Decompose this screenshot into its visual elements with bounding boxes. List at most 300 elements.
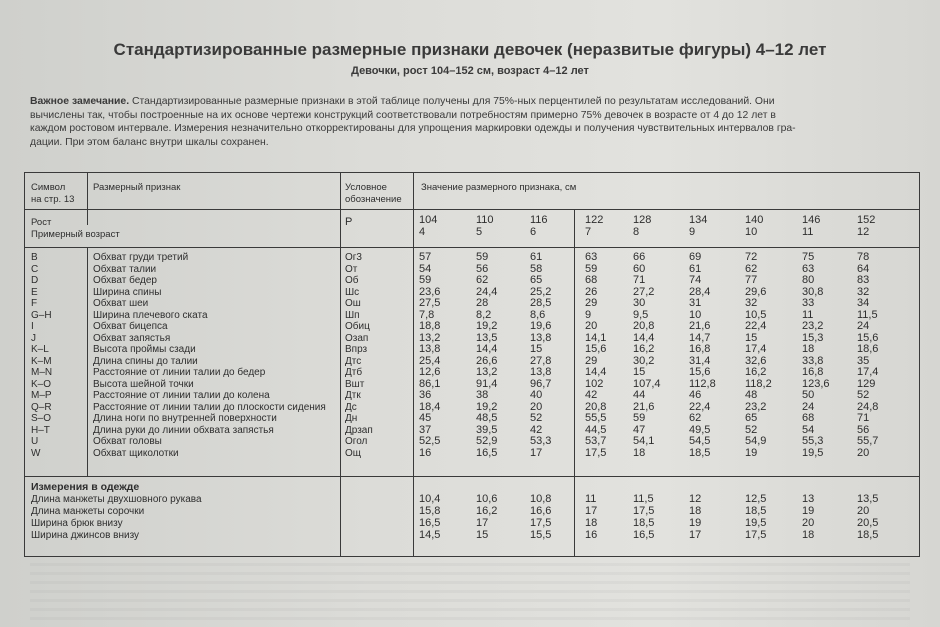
row-value: 44 — [633, 389, 646, 401]
row-value: 17 — [530, 446, 543, 459]
row-value: 68 — [585, 274, 598, 286]
page-title: Стандартизированные размерные признаки девочек (неразвитые фигуры) 4–12 лет — [113, 40, 827, 59]
row-value: 17,4 — [857, 366, 879, 378]
row-value: 46 — [689, 389, 702, 401]
row-value: 24 — [802, 400, 815, 413]
garment-row-value: 11 — [585, 493, 597, 505]
header-symbol — [31, 182, 74, 205]
row-value: 19,2 — [476, 320, 498, 332]
header-value: Значение размерного признака, см — [421, 182, 577, 193]
header-feature: Размерный признак — [93, 182, 181, 193]
row-value: 27,5 — [419, 297, 441, 309]
header-symbol-line2: на стр. 13 — [31, 193, 75, 205]
row-designation: Обиц — [345, 321, 370, 332]
row-value: 42 — [585, 389, 598, 401]
row-feature-name: Длина ноги по внутренней поверхности — [93, 413, 277, 424]
row-value: 13,8 — [419, 343, 441, 355]
row-value: 29 — [585, 354, 598, 367]
row-value: 118,2 — [745, 377, 772, 390]
row-value: 44,5 — [585, 423, 607, 436]
row-symbol: M–N — [31, 367, 53, 378]
row-value: 52 — [857, 389, 870, 401]
row-value: 50 — [802, 389, 815, 401]
header-designation — [345, 182, 402, 205]
row-value: 18 — [802, 343, 815, 355]
garment-row-value: 20 — [802, 517, 815, 529]
height-value: 152 — [857, 214, 876, 226]
row-value: 62 — [689, 412, 702, 424]
garment-row-value: 17 — [689, 529, 702, 541]
row-value: 13,2 — [419, 331, 441, 344]
row-designation: Дтк — [345, 390, 361, 401]
row-symbol: H–T — [31, 424, 50, 436]
row-value: 54,5 — [689, 435, 711, 447]
age-value: 8 — [633, 226, 640, 238]
row-value: 10,5 — [745, 308, 767, 321]
row-value: 53,7 — [585, 435, 607, 447]
row-designation: Шп — [345, 309, 360, 321]
garment-row-value: 17,5 — [530, 517, 552, 529]
row-value: 22,4 — [689, 400, 711, 413]
garment-row-name: Ширина брюк внизу — [31, 518, 123, 529]
height-value: 116 — [530, 214, 548, 226]
row-value: 18,5 — [689, 446, 711, 459]
height-value: 110 — [476, 214, 494, 226]
row-value: 23,2 — [802, 320, 824, 332]
row-symbol: K–O — [31, 378, 52, 390]
faded-background-text — [30, 563, 910, 623]
height-value: 134 — [689, 214, 708, 226]
garment-row-value: 12 — [689, 493, 702, 505]
age-value: 7 — [585, 226, 592, 238]
garment-row-value: 17 — [476, 517, 489, 529]
height-symbol: Р — [345, 216, 353, 228]
page-subtitle: Девочки, рост 104–152 см, возраст 4–12 лет — [351, 65, 589, 77]
row-value: 10 — [689, 308, 702, 321]
garment-row-value: 20 — [857, 505, 870, 517]
garment-row-value: 16,6 — [530, 505, 552, 517]
row-value: 52 — [530, 412, 543, 424]
row-value: 55,3 — [802, 435, 824, 447]
row-value: 11 — [802, 308, 814, 321]
row-value: 14,4 — [585, 366, 607, 378]
row-feature-name: Высота проймы сзади — [93, 344, 196, 355]
row-value: 23,6 — [419, 285, 441, 298]
garment-row-value: 16 — [585, 529, 598, 541]
row-designation: Впрз — [345, 344, 368, 355]
row-value: 71 — [857, 412, 870, 424]
row-value: 20 — [530, 400, 543, 413]
row-value: 68 — [802, 412, 815, 424]
divider — [574, 209, 575, 556]
garment-row-value: 11,5 — [633, 493, 654, 505]
row-value: 59 — [476, 251, 489, 263]
row-value: 18,4 — [419, 400, 441, 413]
row-value: 15,6 — [585, 343, 607, 355]
divider — [413, 209, 919, 210]
row-feature-name: Обхват шеи — [93, 298, 149, 309]
row-value: 54 — [419, 262, 432, 275]
row-value: 24,8 — [857, 400, 879, 413]
row-value: 54,1 — [633, 435, 655, 447]
row-designation: Дтс — [345, 355, 362, 367]
header-designation-line1: Условное — [345, 182, 387, 193]
divider — [340, 173, 341, 556]
row-value: 18,6 — [857, 343, 879, 355]
divider — [413, 173, 414, 556]
note-line: дации. При этом баланс внутри шкалы сохранен. — [30, 136, 269, 148]
row-value: 15 — [745, 331, 758, 344]
row-designation: Ог3 — [345, 252, 362, 263]
row-value: 14,4 — [633, 331, 655, 344]
height-value: 146 — [802, 214, 821, 226]
row-feature-name: Обхват головы — [93, 436, 162, 447]
height-value: 140 — [745, 214, 764, 226]
row-value: 32,6 — [745, 354, 767, 367]
garment-row-value: 18 — [802, 529, 815, 541]
age-value: 9 — [689, 226, 696, 238]
garment-row-name: Ширина джинсов внизу — [31, 530, 140, 541]
row-symbol: J — [31, 332, 36, 344]
row-value: 52 — [745, 423, 758, 436]
row-value: 22,4 — [745, 320, 767, 332]
row-designation: От — [345, 263, 358, 275]
row-value: 96,7 — [530, 377, 552, 390]
row-value: 9 — [585, 308, 592, 321]
row-feature-name: Расстояние от линии талии до колена — [93, 390, 270, 401]
row-value: 56 — [857, 423, 870, 436]
row-value: 32 — [745, 297, 758, 309]
row-value: 47 — [633, 423, 646, 436]
row-value: 74 — [689, 274, 702, 286]
row-value: 65 — [530, 274, 543, 286]
row-feature-name: Длина руки до линии обхвата запястья — [93, 424, 274, 436]
row-value: 34 — [857, 297, 870, 309]
row-symbol: W — [31, 447, 41, 459]
row-symbol: F — [31, 298, 38, 309]
row-value: 30,2 — [633, 354, 655, 367]
age-value: 12 — [857, 226, 870, 238]
row-value: 26 — [585, 285, 598, 298]
row-symbol: I — [31, 321, 34, 332]
row-feature-name: Высота шейной точки — [93, 378, 194, 390]
garment-row-value: 20,5 — [857, 517, 879, 529]
row-value: 54,9 — [745, 435, 767, 447]
row-value: 30 — [633, 297, 646, 309]
row-feature-name: Длина спины до талии — [93, 355, 198, 367]
garment-row-value: 17,5 — [633, 505, 655, 517]
row-value: 91,4 — [476, 377, 498, 390]
note-line: вычислены так, чтобы построенные на их основе чертежи конструкций соответствовали потребностям примерно 75% девочек в возрасте от 4 до 12 лет в — [30, 109, 776, 121]
row-value: 28,5 — [530, 297, 552, 309]
row-value: 8,6 — [530, 308, 546, 321]
row-value: 29,6 — [745, 285, 767, 298]
row-value: 55,5 — [585, 412, 607, 424]
row-value: 83 — [857, 274, 870, 286]
row-value: 71 — [633, 274, 646, 286]
row-value: 129 — [857, 377, 876, 390]
note-line: Стандартизированные размерные признаки в этой таблице получены для 75%-ных перцентилей по результатам исследований. Они — [129, 96, 775, 107]
row-value: 30,8 — [802, 285, 824, 298]
row-value: 11,5 — [857, 308, 878, 321]
row-value: 25,4 — [419, 354, 441, 367]
row-value: 32 — [857, 285, 870, 298]
row-value: 56 — [476, 262, 489, 275]
row-feature-name: Обхват бицепса — [93, 321, 168, 332]
important-note — [30, 95, 915, 149]
row-value: 58 — [530, 262, 543, 275]
row-value: 12,6 — [419, 366, 441, 378]
row-feature-name: Расстояние от линии талии до плоскости сидения — [93, 401, 326, 413]
row-feature-name: Обхват запястья — [93, 332, 171, 344]
row-value: 45 — [419, 412, 432, 424]
garment-row-value: 19 — [689, 517, 702, 529]
row-value: 13,2 — [476, 366, 498, 378]
row-value: 102 — [585, 377, 604, 390]
row-symbol: B — [31, 252, 38, 263]
row-value: 15 — [633, 366, 646, 378]
garment-row-value: 15,5 — [530, 529, 552, 541]
row-value: 16,8 — [689, 343, 711, 355]
row-value: 29 — [585, 297, 598, 309]
row-value: 33,8 — [802, 354, 824, 367]
row-feature-name: Обхват бедер — [93, 275, 157, 286]
row-value: 9,5 — [633, 308, 649, 321]
row-designation: Озап — [345, 332, 369, 344]
row-designation: Ощ — [345, 447, 362, 459]
row-value: 20 — [857, 446, 870, 459]
row-designation: Вшт — [345, 378, 365, 390]
row-value: 60 — [633, 262, 646, 275]
row-value: 15,6 — [857, 331, 879, 344]
row-value: 25,2 — [530, 285, 552, 298]
row-value: 48,5 — [476, 412, 498, 424]
row-symbol: U — [31, 436, 39, 447]
row-symbol: K–L — [31, 344, 49, 355]
divider — [25, 476, 919, 477]
row-value: 53,3 — [530, 435, 552, 447]
row-value: 69 — [689, 251, 702, 263]
row-value: 19,2 — [476, 400, 498, 413]
row-feature-name: Обхват щиколотки — [93, 447, 179, 459]
row-feature-name: Обхват талии — [93, 263, 157, 275]
row-value: 14,7 — [689, 331, 711, 344]
height-value: 104 — [419, 214, 438, 226]
row-value: 64 — [857, 262, 870, 275]
row-value: 15,3 — [802, 331, 824, 344]
row-value: 35 — [857, 354, 870, 367]
row-feature-name: Обхват груди третий — [93, 252, 189, 263]
garment-row-value: 18,5 — [857, 529, 879, 541]
garment-row-name: Длина манжеты сорочки — [31, 506, 145, 517]
row-feature-name: Расстояние от линии талии до бедер — [93, 367, 266, 378]
row-value: 19,6 — [530, 320, 552, 332]
row-symbol: C — [31, 263, 39, 275]
height-label — [31, 217, 120, 240]
row-value: 18,8 — [419, 320, 441, 332]
garment-row-value: 14,5 — [419, 529, 441, 541]
row-value: 14,4 — [476, 343, 498, 355]
row-value: 17,5 — [585, 446, 607, 459]
row-value: 65 — [745, 412, 758, 424]
size-table — [24, 172, 920, 557]
row-value: 39,5 — [476, 423, 498, 436]
row-value: 26,6 — [476, 354, 498, 367]
row-value: 77 — [745, 274, 758, 286]
row-designation: Дн — [345, 413, 358, 424]
garment-row-value: 10,6 — [476, 493, 498, 505]
row-value: 31,4 — [689, 354, 711, 367]
row-value: 61 — [530, 251, 543, 263]
row-value: 48 — [745, 389, 758, 401]
row-value: 24 — [857, 320, 870, 332]
garment-row-value: 15,8 — [419, 505, 441, 517]
row-value: 13,8 — [530, 366, 552, 378]
row-value: 57 — [419, 251, 432, 263]
age-value: 5 — [476, 226, 483, 238]
row-value: 31 — [689, 297, 702, 309]
row-symbol: M–P — [31, 390, 52, 401]
garment-heading: Измерения в одежде — [31, 481, 140, 493]
row-value: 55,7 — [857, 435, 879, 447]
row-designation: Дс — [345, 401, 357, 413]
row-value: 59 — [585, 262, 598, 275]
row-value: 123,6 — [802, 377, 830, 390]
row-designation: Дрзап — [345, 424, 373, 436]
row-value: 20,8 — [633, 320, 655, 332]
row-value: 14,1 — [585, 331, 607, 344]
row-symbol: G–H — [31, 309, 52, 321]
row-value: 28 — [476, 297, 489, 309]
row-value: 19 — [745, 446, 758, 459]
garment-row-value: 10,8 — [530, 493, 552, 505]
row-value: 38 — [476, 389, 489, 401]
row-value: 86,1 — [419, 377, 441, 390]
row-value: 59 — [419, 274, 432, 286]
row-value: 52,9 — [476, 435, 498, 447]
divider — [25, 209, 413, 210]
row-value: 59 — [633, 412, 646, 424]
row-value: 16,2 — [633, 343, 655, 355]
row-value: 19,5 — [802, 446, 824, 459]
age-value: 6 — [530, 226, 537, 238]
row-value: 8,2 — [476, 308, 492, 321]
row-designation: Об — [345, 275, 359, 286]
garment-row-value: 18,5 — [745, 505, 767, 517]
garment-row-value: 13,5 — [857, 493, 879, 505]
divider — [25, 247, 919, 248]
row-feature-name: Ширина плечевого ската — [93, 309, 208, 321]
row-designation: Шс — [345, 286, 360, 298]
age-value: 10 — [745, 226, 758, 238]
garment-row-value: 17 — [585, 505, 598, 517]
garment-row-value: 18 — [585, 517, 598, 529]
row-value: 36 — [419, 389, 432, 401]
row-designation: Огол — [345, 436, 368, 447]
row-value: 27,8 — [530, 354, 552, 367]
row-symbol: K–M — [31, 355, 52, 367]
row-value: 40 — [530, 389, 543, 401]
age-value: 11 — [802, 226, 814, 238]
row-value: 24,4 — [476, 285, 498, 298]
row-value: 27,2 — [633, 285, 655, 298]
row-value: 33 — [802, 297, 815, 309]
garment-row-value: 13 — [802, 493, 815, 505]
row-value: 16,8 — [802, 366, 824, 378]
garment-row-value: 19 — [802, 505, 815, 517]
height-value: 122 — [585, 214, 604, 226]
header-symbol-line1: Символ — [31, 182, 66, 193]
row-value: 23,2 — [745, 400, 767, 413]
row-value: 16,2 — [745, 366, 767, 378]
height-value: 128 — [633, 214, 652, 226]
row-value: 78 — [857, 251, 870, 263]
row-value: 49,5 — [689, 423, 711, 436]
row-value: 62 — [476, 274, 489, 286]
row-value: 112,8 — [689, 377, 716, 390]
row-value: 63 — [802, 262, 815, 275]
row-value: 20,8 — [585, 400, 607, 413]
garment-row-value: 18,5 — [633, 517, 655, 529]
row-symbol: Q–R — [31, 401, 52, 413]
header-designation-line2: обозначение — [345, 193, 402, 205]
row-value: 18 — [633, 446, 646, 459]
row-value: 16,5 — [476, 446, 498, 459]
garment-row-value: 12,5 — [745, 493, 767, 505]
row-value: 13,5 — [476, 331, 498, 344]
row-value: 75 — [802, 251, 815, 263]
row-value: 80 — [802, 274, 815, 286]
row-value: 52,5 — [419, 435, 441, 447]
row-feature-name: Ширина спины — [93, 286, 162, 298]
garment-row-value: 16,5 — [419, 517, 441, 529]
row-value: 21,6 — [633, 400, 655, 413]
row-value: 72 — [745, 251, 758, 263]
row-designation: Ош — [345, 298, 361, 309]
divider — [87, 248, 88, 476]
row-value: 15 — [530, 343, 543, 355]
age-value: 4 — [419, 226, 426, 238]
note-lead: Важное замечание. — [30, 96, 130, 107]
row-value: 21,6 — [689, 320, 711, 332]
row-value: 16 — [419, 446, 432, 459]
row-value: 7,8 — [419, 308, 435, 321]
row-value: 61 — [689, 262, 702, 275]
garment-row-value: 17,5 — [745, 529, 767, 541]
note-line: каждом ростовом интервале. Измерения незначительно откорректированы для упрощения маркировки одежды и получения чувствительных интервалов гра- — [30, 123, 796, 134]
row-value: 66 — [633, 251, 646, 263]
row-value: 63 — [585, 251, 598, 263]
height-label-line1: Рост — [31, 217, 52, 228]
garment-row-value: 16,5 — [633, 529, 655, 541]
row-value: 17,4 — [745, 343, 767, 355]
row-value: 13,8 — [530, 331, 552, 344]
garment-row-value: 19,5 — [745, 517, 767, 529]
row-value: 28,4 — [689, 285, 711, 298]
height-label-line2: Примерный возраст — [31, 228, 120, 240]
garment-row-value: 16,2 — [476, 505, 498, 517]
row-value: 15,6 — [689, 366, 711, 378]
garment-row-name: Длина манжеты двухшовного рукава — [31, 494, 202, 505]
row-designation: Дтб — [345, 367, 363, 378]
row-value: 37 — [419, 423, 432, 436]
row-value: 54 — [802, 423, 815, 436]
row-symbol: D — [31, 275, 39, 286]
row-value: 42 — [530, 423, 543, 436]
row-value: 107,4 — [633, 377, 661, 390]
row-symbol: S–O — [31, 413, 52, 424]
row-value: 62 — [745, 262, 758, 275]
